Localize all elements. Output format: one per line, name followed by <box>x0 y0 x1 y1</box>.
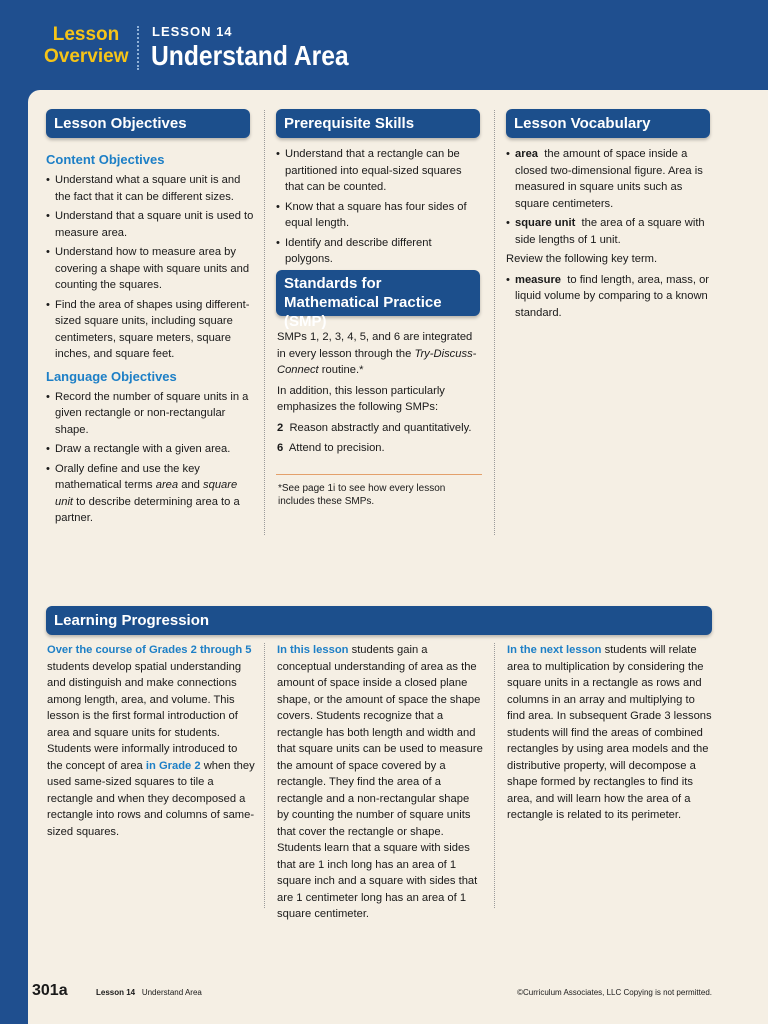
smp-practice <box>277 420 483 437</box>
footer-lesson-label: Lesson 14 <box>96 988 136 997</box>
content-objectives-list <box>46 172 256 363</box>
lesson-title: Understand Area <box>151 40 349 71</box>
column-divider <box>494 643 495 908</box>
smp-heading: Standards for Mathematical Practice (SMP) <box>276 270 480 316</box>
content-objectives-heading: Content Objectives <box>46 152 165 167</box>
progression-column-2 <box>277 642 483 923</box>
smp-number: 2 <box>277 421 284 434</box>
progression-lead: In this lesson <box>277 644 349 656</box>
vocab-definition: to find length, area, mass, or liquid volume by comparing to a known standard. <box>515 273 710 319</box>
learning-progression-heading: Learning Progression <box>46 606 712 635</box>
term: square unit <box>55 479 238 508</box>
review-text: Review the following key term. <box>506 253 658 265</box>
text: and <box>178 479 204 491</box>
list-item: • Understand how to measure area by covering a shape with square units and counting the squares. <box>46 244 256 294</box>
progression-column-3 <box>507 642 713 824</box>
text: Orally define and use the key mathematical terms <box>55 462 200 491</box>
list-item <box>46 461 256 527</box>
routine-name: Try-Discuss-Connect <box>277 347 477 376</box>
vocab-item <box>506 272 712 322</box>
column-divider <box>494 110 495 535</box>
text: to describe determining area to a partner. <box>55 495 240 524</box>
list-item: • Identify and describe different polygons. <box>276 235 482 268</box>
footer-lesson-name: Understand Area <box>141 988 202 997</box>
grade-link: in Grade 2 <box>145 759 201 772</box>
lesson-header <box>0 0 768 95</box>
review-list <box>506 272 712 322</box>
list-item: • Draw a rectangle with a given area. <box>46 441 256 458</box>
language-objectives-list <box>46 389 256 527</box>
header-divider <box>137 26 139 70</box>
term: area <box>155 479 179 491</box>
text: students gain a conceptual understanding of area as the amount of space inside a closed plane shape, or the amount of space the shape covers. Students recognize that a rectangle has both length and width and that square units can be used to measure the amount of space covered by a rectangle. They find the area of a rectangle and a non-rectangular shape by counting the number of square units that cover the rectangle or shape. Students learn that a square with sides that are 1 inch long has an area of 1 square inch and a square with sides that are 1 centimeter long has an area of 1 square centimeter. <box>277 644 483 920</box>
text: students develop spatial understanding and distinguish and make connections among length, area, and volume. This lesson is the first formal introduction of area and square units for students. Students were informally introduced to the concept of area <box>47 660 242 772</box>
vocabulary-column <box>506 146 712 324</box>
prerequisite-skills-heading: Prerequisite Skills <box>276 109 480 138</box>
list-item: • Know that a square has four sides of equal length. <box>276 199 482 232</box>
list-item: • Understand that a square unit is used to measure area. <box>46 208 256 241</box>
text: routine.* <box>318 364 364 376</box>
text: when they used same-sized squares to tile a rectangle and when they decomposed a rectangle into rows and columns of same-sized squares. <box>47 759 255 838</box>
overview-line-1: Lesson <box>52 24 120 45</box>
smp-column <box>277 329 483 461</box>
smp-note: *See page 1i to see how every lesson includes these SMPs. <box>278 483 446 507</box>
note-divider <box>276 474 482 475</box>
list-item: • Find the area of shapes using different-sized square units, including square centimeters, square meters, square inches, and square feet. <box>46 297 256 363</box>
vocab-definition: the area of a square with side lengths of 1 unit. <box>515 217 705 246</box>
language-objectives-heading: Language Objectives <box>46 368 177 384</box>
progression-lead: Over the course of Grades 2 through 5 <box>47 644 252 656</box>
lesson-objectives-heading: Lesson Objectives <box>46 109 250 138</box>
smp-text: Attend to precision. <box>288 442 385 454</box>
column-divider <box>264 643 265 908</box>
column-divider <box>264 110 265 535</box>
smp-emphasis: In addition, this lesson particularly emphasizes the following SMPs: <box>277 384 445 413</box>
smp-text: Reason abstractly and quantitatively. <box>289 421 472 434</box>
copyright: ©Curriculum Associates, LLC Copying is not permitted. <box>517 988 712 997</box>
list-item: • Understand what a square unit is and the fact that it can be different sizes. <box>46 172 256 205</box>
lesson-number: LESSON 14 <box>152 24 233 39</box>
text: SMPs 1, 2, 3, 4, 5, and 6 are integrated in every lesson through the <box>277 331 473 360</box>
overview-line-2: Overview <box>44 46 129 67</box>
lesson-vocabulary-heading: Lesson Vocabulary <box>506 109 710 138</box>
text: students will relate area to multiplication by considering the square units in a rectangle as rows and columns in an array and multiplying to find area. In subsequent Grade 3 lessons students will find the areas of combined rectangles by using area models and the distributive property, will decompose a shape formed by rectangles to find its area, and will learn how the area of a rectangle is related to its perimeter. <box>507 644 712 821</box>
vocabulary-list <box>506 146 712 248</box>
list-item: • Record the number of square units in a given rectangle or non-rectangular shape. <box>46 389 256 439</box>
progression-lead: In the next lesson <box>507 644 602 656</box>
vocab-term: measure <box>515 273 562 286</box>
progression-column-1 <box>47 642 255 840</box>
vocab-definition: the amount of space inside a closed two-dimensional figure. Area is measured in square units such as square centimeters. <box>515 148 703 210</box>
smp-practice <box>277 440 483 457</box>
footer-lesson <box>96 988 202 997</box>
prerequisite-column <box>276 146 482 271</box>
smp-number: 6 <box>277 442 284 454</box>
prerequisite-list <box>276 146 482 268</box>
vocab-term: square unit <box>515 217 576 229</box>
lesson-overview-label <box>44 24 128 68</box>
vocab-item <box>506 215 712 248</box>
vocab-term: area <box>515 148 539 160</box>
page-number: 301a <box>32 982 68 999</box>
vocab-item <box>506 146 712 212</box>
objectives-column <box>46 152 256 530</box>
smp-intro <box>277 329 483 379</box>
list-item: • Understand that a rectangle can be partitioned into equal-sized squares that can be counted. <box>276 146 482 196</box>
